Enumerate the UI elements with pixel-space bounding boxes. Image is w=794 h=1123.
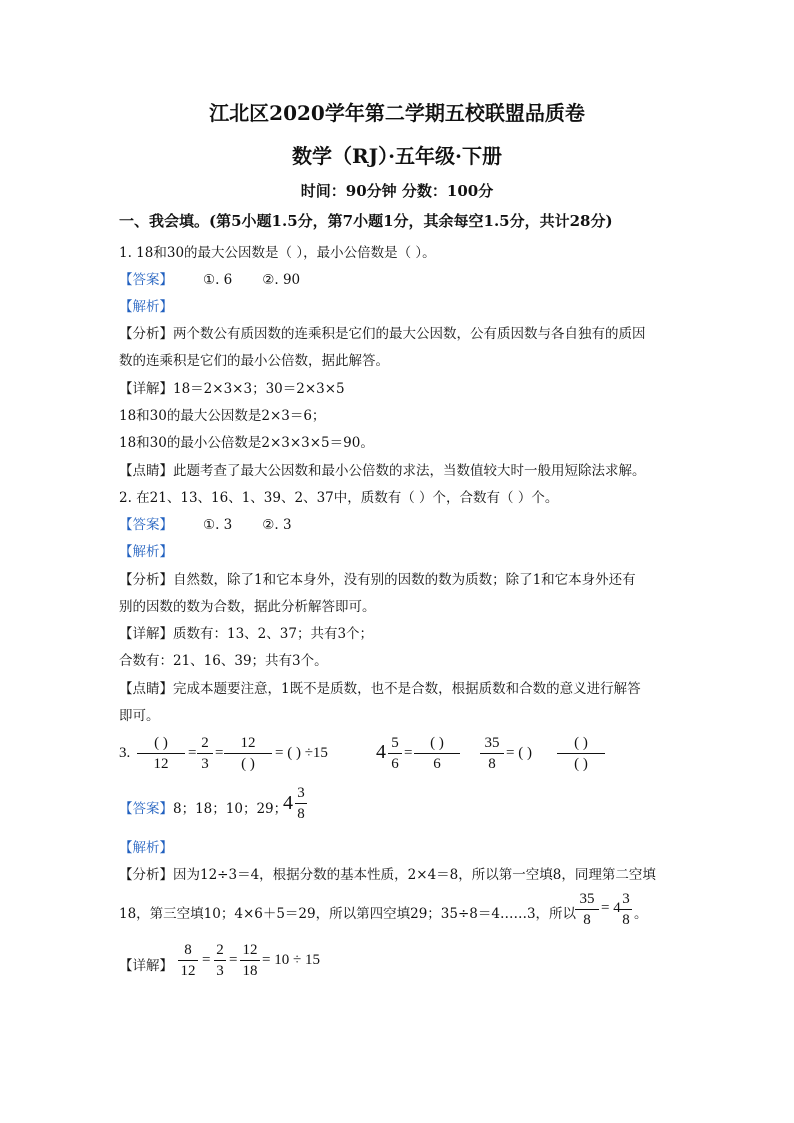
q3-detail-fraction-2 [214, 941, 226, 980]
q2-answer [119, 513, 292, 533]
q3-whole-1: 4 [376, 741, 386, 763]
exam-info: 时间：90分钟 分数：100分 [300, 182, 494, 200]
q2-dianjing-1 [119, 677, 641, 697]
q3-fraction-1 [137, 734, 185, 773]
q3-tail-2: = ( ) [506, 745, 532, 761]
q3-fenxi-text: 因为12÷3＝4，根据分数的基本性质，2×4＝8，所以第一空填8，同理第二空填 [173, 867, 656, 883]
q3-detail-tail: = 10 ÷ 15 [262, 952, 320, 968]
q2-detail-1 [119, 622, 373, 642]
q3-fenxi-fraction-2 [620, 890, 632, 929]
q2-dianjing-text: 完成本题要注意，1既不是质数，也不是合数，根据质数和合数的意义进行解答 [173, 681, 641, 697]
q1-fenxi-text: 两个数公有质因数的连乘积是它们的最大公因数，公有质因数与各自独有的质因 [173, 326, 646, 342]
fraction-denominator: ( ) [574, 756, 588, 772]
fenxi-label: 【分析】 [119, 867, 173, 883]
q3-fraction-4 [388, 734, 402, 773]
q3-detail-label [119, 954, 173, 974]
q1-fenxi-2: 数的连乘积是它们的最小公倍数，据此解答。 [119, 353, 389, 369]
fraction-numerator: 3 [297, 785, 305, 801]
q2-jiexi [119, 540, 173, 560]
q3-jiexi [119, 836, 173, 856]
q1-detail-text: 18＝2×3×3；30＝2×3×5 [173, 381, 345, 397]
q2-answer-b: ②. 3 [262, 517, 292, 533]
question-1: 1. 18和30的最大公因数是（ ），最小公倍数是（ ）。 [119, 245, 436, 261]
equals-sign: = [229, 952, 238, 968]
q3-answer-text: 8；18；10；29； [173, 801, 288, 817]
fraction-denominator: 6 [391, 756, 399, 772]
q3-fenxi-1 [119, 863, 656, 883]
jiexi-label: 【解析】 [119, 299, 173, 315]
equals-sign: = [202, 952, 211, 968]
q1-answer-b: ②. 90 [262, 272, 301, 288]
q1-detail-3: 18和30的最小公倍数是2×3×3×5＝90。 [119, 435, 374, 451]
fraction-numerator: 35 [579, 891, 595, 907]
question-2: 2. 在21、13、16、1、39、2、37中，质数有（ ）个，合数有（ ）个。 [119, 490, 559, 506]
q2-fenxi-1 [119, 568, 636, 588]
q1-answer-a: ①. 6 [203, 272, 233, 288]
q2-dianjing-2: 即可。 [119, 708, 160, 724]
q1-dianjing-text: 此题考查了最大公因数和最小公倍数的求法，当数值较大时一般用短除法求解。 [173, 463, 646, 479]
fraction-denominator: 8 [583, 912, 591, 928]
q3-answer-whole: 4 [283, 792, 293, 814]
fraction-numerator: ( ) [430, 735, 444, 751]
section-heading: 一、我会填。(第5小题1.5分，第7小题1分，其余每空1.5分，共计28分) [119, 212, 613, 230]
fraction-denominator: 3 [216, 963, 224, 979]
fraction-numerator: 2 [201, 735, 209, 751]
q3-fraction-3 [224, 734, 272, 773]
q3-fenxi-fraction-1 [575, 890, 599, 929]
fraction-numerator: 5 [391, 735, 399, 751]
fraction-numerator: 3 [622, 891, 630, 907]
q1-dianjing [119, 459, 646, 479]
q3-tail-1: = ( ) ÷15 [275, 745, 328, 761]
q3-detail-fraction-3 [240, 941, 260, 980]
fraction-denominator: 18 [242, 963, 258, 979]
fraction-numerator: 35 [484, 735, 500, 751]
answer-label: 【答案】 [119, 801, 173, 817]
fraction-numerator: 2 [216, 942, 224, 958]
q3-fraction-7 [557, 734, 605, 773]
fenxi-label: 【分析】 [119, 572, 173, 588]
fraction-numerator: ( ) [154, 735, 168, 751]
q3-fraction-5 [414, 734, 460, 773]
xiangjie-label: 【详解】 [119, 626, 173, 642]
q3-answer [119, 797, 287, 817]
fraction-numerator: 12 [240, 735, 256, 751]
q1-detail-2: 18和30的最大公因数是2×3＝6； [119, 408, 326, 424]
answer-label: 【答案】 [119, 517, 173, 533]
q2-answer-a: ①. 3 [203, 517, 233, 533]
q1-jiexi [119, 295, 173, 315]
jiexi-label: 【解析】 [119, 840, 173, 856]
q3-fenxi-equals: = 4 [601, 900, 621, 916]
dianjing-label: 【点睛】 [119, 681, 173, 697]
exam-title: 江北区2020学年第二学期五校联盟品质卷 [209, 101, 585, 125]
fraction-numerator: 12 [242, 942, 258, 958]
q2-fenxi-2: 别的因数的数为合数，据此分析解答即可。 [119, 599, 376, 615]
fenxi-label: 【分析】 [119, 326, 173, 342]
q3-number: 3. [119, 745, 131, 761]
q1-detail-1 [119, 377, 345, 397]
fraction-denominator: 8 [297, 806, 305, 822]
fraction-denominator: 3 [201, 756, 209, 772]
q2-fenxi-text: 自然数，除了1和它本身外，没有别的因数的数为质数；除了1和它本身外还有 [173, 572, 636, 588]
fraction-denominator: ( ) [241, 756, 255, 772]
q3-detail-fraction-1 [178, 941, 198, 980]
fraction-denominator: 12 [153, 756, 169, 772]
q1-answer [119, 268, 300, 288]
xiangjie-label: 【详解】 [119, 381, 173, 397]
exam-subtitle: 数学（RJ）·五年级·下册 [291, 144, 502, 168]
q3-fenxi-2: 18，第三空填10；4×6＋5＝29，所以第四空填29；35÷8＝4……3，所以 [119, 906, 577, 922]
answer-label: 【答案】 [119, 272, 173, 288]
q2-detail-text: 质数有：13、2、37；共有3个； [173, 626, 374, 642]
q1-fenxi-1 [119, 322, 646, 342]
dianjing-label: 【点睛】 [119, 463, 173, 479]
fraction-numerator: 8 [184, 942, 192, 958]
fraction-denominator: 12 [180, 963, 196, 979]
q3-fenxi-end: 。 [634, 906, 648, 922]
q3-fraction-2 [197, 734, 213, 773]
jiexi-label: 【解析】 [119, 544, 173, 560]
fraction-numerator: ( ) [574, 735, 588, 751]
q3-answer-fraction [295, 784, 307, 823]
equals-sign: = [215, 745, 224, 761]
q2-detail-2: 合数有：21、16、39；共有3个。 [119, 653, 328, 669]
fraction-denominator: 8 [622, 912, 630, 928]
fraction-denominator: 6 [433, 756, 441, 772]
q3-fraction-6 [480, 734, 504, 773]
equals-sign: = [188, 745, 197, 761]
xiangjie-label: 【详解】 [119, 958, 173, 974]
fraction-denominator: 8 [488, 756, 496, 772]
equals-sign: = [404, 745, 413, 761]
